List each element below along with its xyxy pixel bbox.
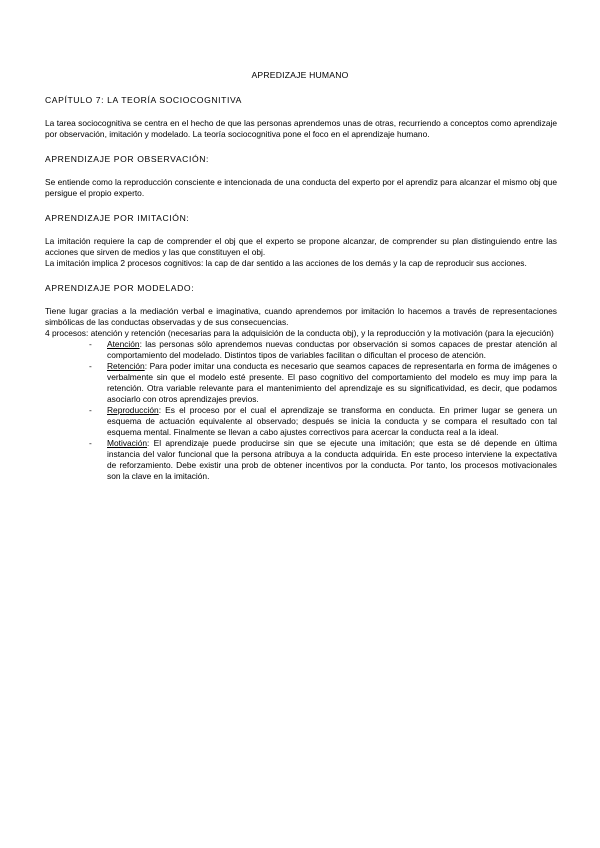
term-atencion: Atención — [107, 339, 140, 349]
term-retencion: Retención — [107, 361, 145, 371]
list-item-atencion — [45, 339, 557, 361]
bullet-dash: - — [89, 361, 92, 371]
intro-paragraph: La tarea sociocognitiva se centra en el hecho de que las personas aprendemos unas de otras, recurriendo a conceptos como aprendizaje por observación, imitación y modelado. La teoría sociocognitiva pone el foco en el aprendizaje humano. — [45, 118, 557, 139]
processes-list — [45, 339, 557, 482]
modelado-paragraph-1: Tiene lugar gracias a la mediación verbal e imaginativa, cuando aprendemos por imitación lo hacemos a través de representaciones simbólicas de las conductas observadas y de sus consecuencias. — [45, 306, 557, 327]
text-retencion: : Para poder imitar una conducta es necesario que seamos capaces de representarla en forma de imágenes o verbalmente sin que el modelo esté presente. El paso cognitivo del comportamiento del modelo es muy imp para la retención. Otra variable relevante para el mantenimiento del aprendizaje es su significatividad, es decir, que podamos asociarlo con otros aprendizajes previos. — [107, 361, 557, 404]
section-heading-observacion: APRENDIZAJE POR OBSERVACIÓN: — [45, 154, 210, 164]
section-heading-modelado: APRENDIZAJE POR MODELADO: — [45, 283, 195, 293]
term-motivacion: Motivación — [107, 438, 148, 448]
list-item-retencion — [45, 361, 557, 405]
text-reproduccion: : Es el proceso por el cual el aprendizaje se transforma en conducta. En primer lugar se genera un esquema de actuación equivalente al observado; después se inicia la conducta y se compara el resultado con tal esquema mental. Finalmente se llevan a cabo ajustes correctivos para acercar la conducta real a la ideal. — [107, 405, 557, 437]
term-reproduccion: Reproducción — [107, 405, 159, 415]
text-atencion: : las personas sólo aprendemos nuevas conductas por observación si somos capaces de prestar atención al comportamiento del modelado. Distintos tipos de variables facilitan o dificultan el proceso de atención. — [107, 339, 557, 360]
modelado-paragraph-2: 4 procesos: atención y retención (necesarias para la adquisición de la conducta obj), y la reproducción y la motivación (para la ejecución) — [45, 328, 554, 338]
observacion-paragraph: Se entiende como la reproducción consciente e intencionada de una conducta del experto por el aprendiz para alcanzar el mismo obj que persigue el propio experto. — [45, 177, 557, 198]
document-body — [45, 95, 557, 496]
section-heading-imitacion: APRENDIZAJE POR IMITACIÓN: — [45, 213, 190, 223]
text-motivacion: : El aprendizaje puede producirse sin que se ejecute una imitación; que esta se dé depende en última instancia del valor funcional que la persona atribuya a la conducta adquirida. En este proceso interviene la expectativa de reforzamiento. Debe existir una prob de obtener incentivos por la conducta. Por tanto, los procesos motivacionales son la clave en la imitación. — [107, 438, 557, 481]
list-item-motivacion — [45, 438, 557, 482]
imitacion-paragraph-2: La imitación implica 2 procesos cognitivos: la cap de dar sentido a las acciones de los demás y la cap de reproducir sus acciones. — [45, 258, 527, 268]
document-title: APREDIZAJE HUMANO — [251, 70, 349, 80]
bullet-dash: - — [89, 339, 92, 349]
chapter-heading: CAPÍTULO 7: LA TEORÍA SOCIOCOGNITIVA — [45, 95, 243, 105]
bullet-dash: - — [89, 405, 92, 415]
bullet-dash: - — [89, 438, 92, 448]
list-item-reproduccion — [45, 405, 557, 438]
imitacion-paragraph-1: La imitación requiere la cap de comprender el obj que el experto se propone alcanzar, de comprender su plan distinguiendo entre las acciones que sirven de medios y las que constituyen el obj. — [45, 236, 557, 257]
